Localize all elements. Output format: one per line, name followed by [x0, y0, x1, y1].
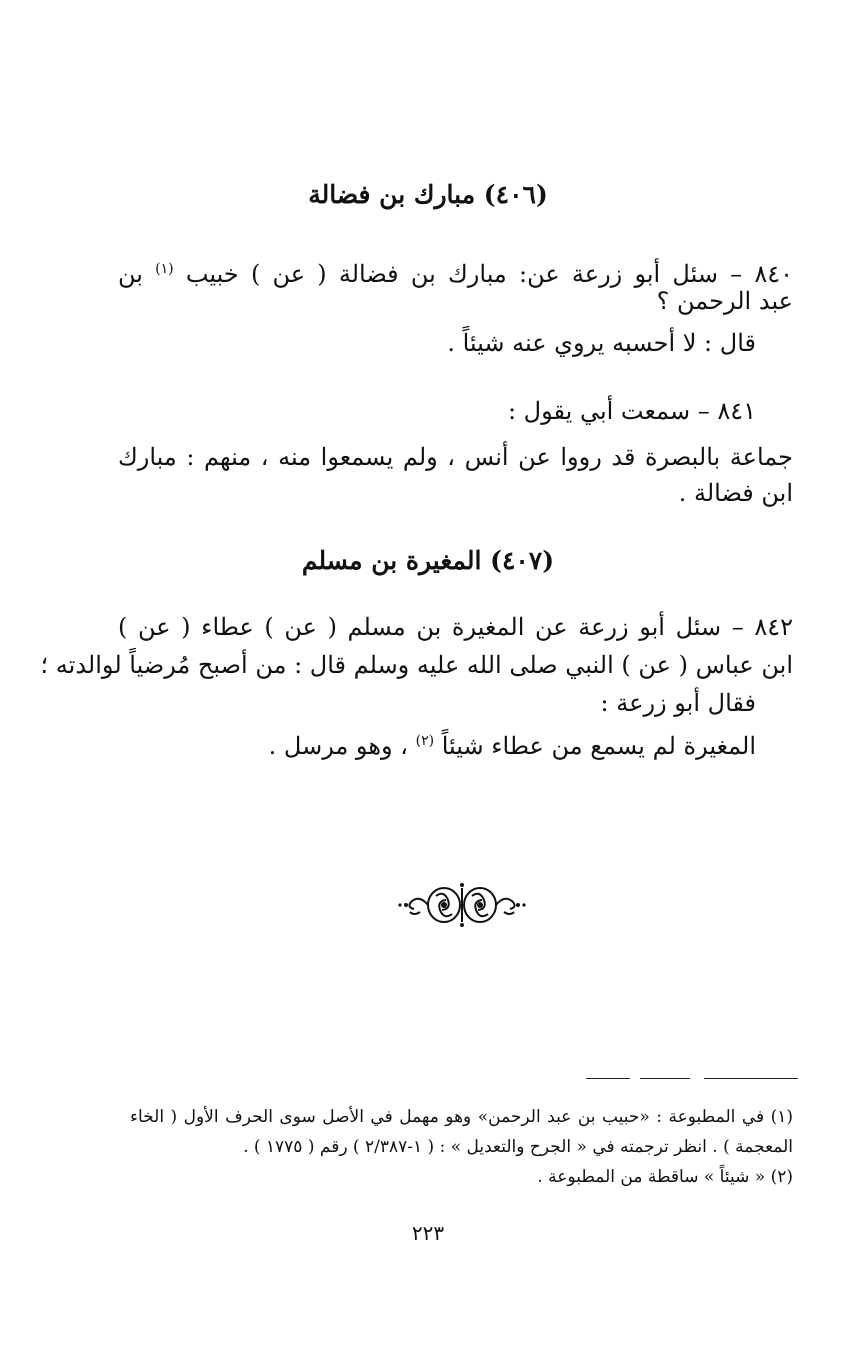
- entry-841-line-3: ابن فضالة .: [678, 479, 793, 507]
- entry-840-text-end: بن: [118, 260, 143, 288]
- section-heading-406: (٤٠٦) مبارك بن فضالة: [308, 180, 548, 209]
- entry-842-text: المغيرة لم يسمع من عطاء شيئاً: [441, 732, 756, 760]
- entry-842-text-end: ، وهو مرسل .: [268, 732, 408, 760]
- footnote-ref-1: (١): [155, 261, 174, 277]
- footnote-1-line-2: المعجمة ) . انظر ترجمته في « الجرح والتعديل » : ( ١-٢/٣٨٧ ) رقم ( ١٧٧٥ ) .: [243, 1137, 793, 1157]
- entry-840-line-3: قال : لا أحسبه يروي عنه شيئاً .: [447, 329, 756, 357]
- entry-842-line-3: فقال أبو زرعة :: [600, 689, 756, 717]
- footnote-1-line-1: (١) في المطبوعة : «حبيب بن عبد الرحمن» وهو مهمل في الأصل سوى الحرف الأول ( الخاء: [130, 1107, 793, 1127]
- entry-841-line-2: جماعة بالبصرة قد رووا عن أنس ، ولم يسمعوا منه ، منهم : مبارك: [118, 443, 794, 471]
- footnote-separator-segment: [586, 1078, 630, 1079]
- entry-842-line-1: ٨٤٢ – سئل أبو زرعة عن المغيرة بن مسلم ( عن ) عطاء ( عن ): [118, 613, 793, 641]
- page-number: ٢٢٣: [411, 1221, 445, 1245]
- entry-840-text: ٨٤٠ – سئل أبو زرعة عن: مبارك بن فضالة ( عن ) خبيب: [185, 260, 794, 288]
- entry-840-line-2: عبد الرحمن ؟: [656, 287, 793, 315]
- entry-842-line-4: [269, 724, 756, 763]
- footnote-2: (٢) « شيئاً » ساقطة من المطبوعة .: [537, 1167, 793, 1187]
- decorative-ornament-icon: [396, 882, 528, 928]
- footnote-ref-2: (٢): [415, 733, 435, 749]
- entry-842-line-2: ابن عباس ( عن ) النبي صلى الله عليه وسلم قال : من أصبح مُرضياً لوالدته ؛: [40, 651, 793, 679]
- section-heading-407: (٤٠٧) المغيرة بن مسلم: [301, 546, 555, 575]
- entry-841-line-1: ٨٤١ – سمعت أبي يقول :: [507, 397, 756, 425]
- footnote-separator-segment: [704, 1078, 798, 1079]
- footnote-separator-segment: [640, 1078, 690, 1079]
